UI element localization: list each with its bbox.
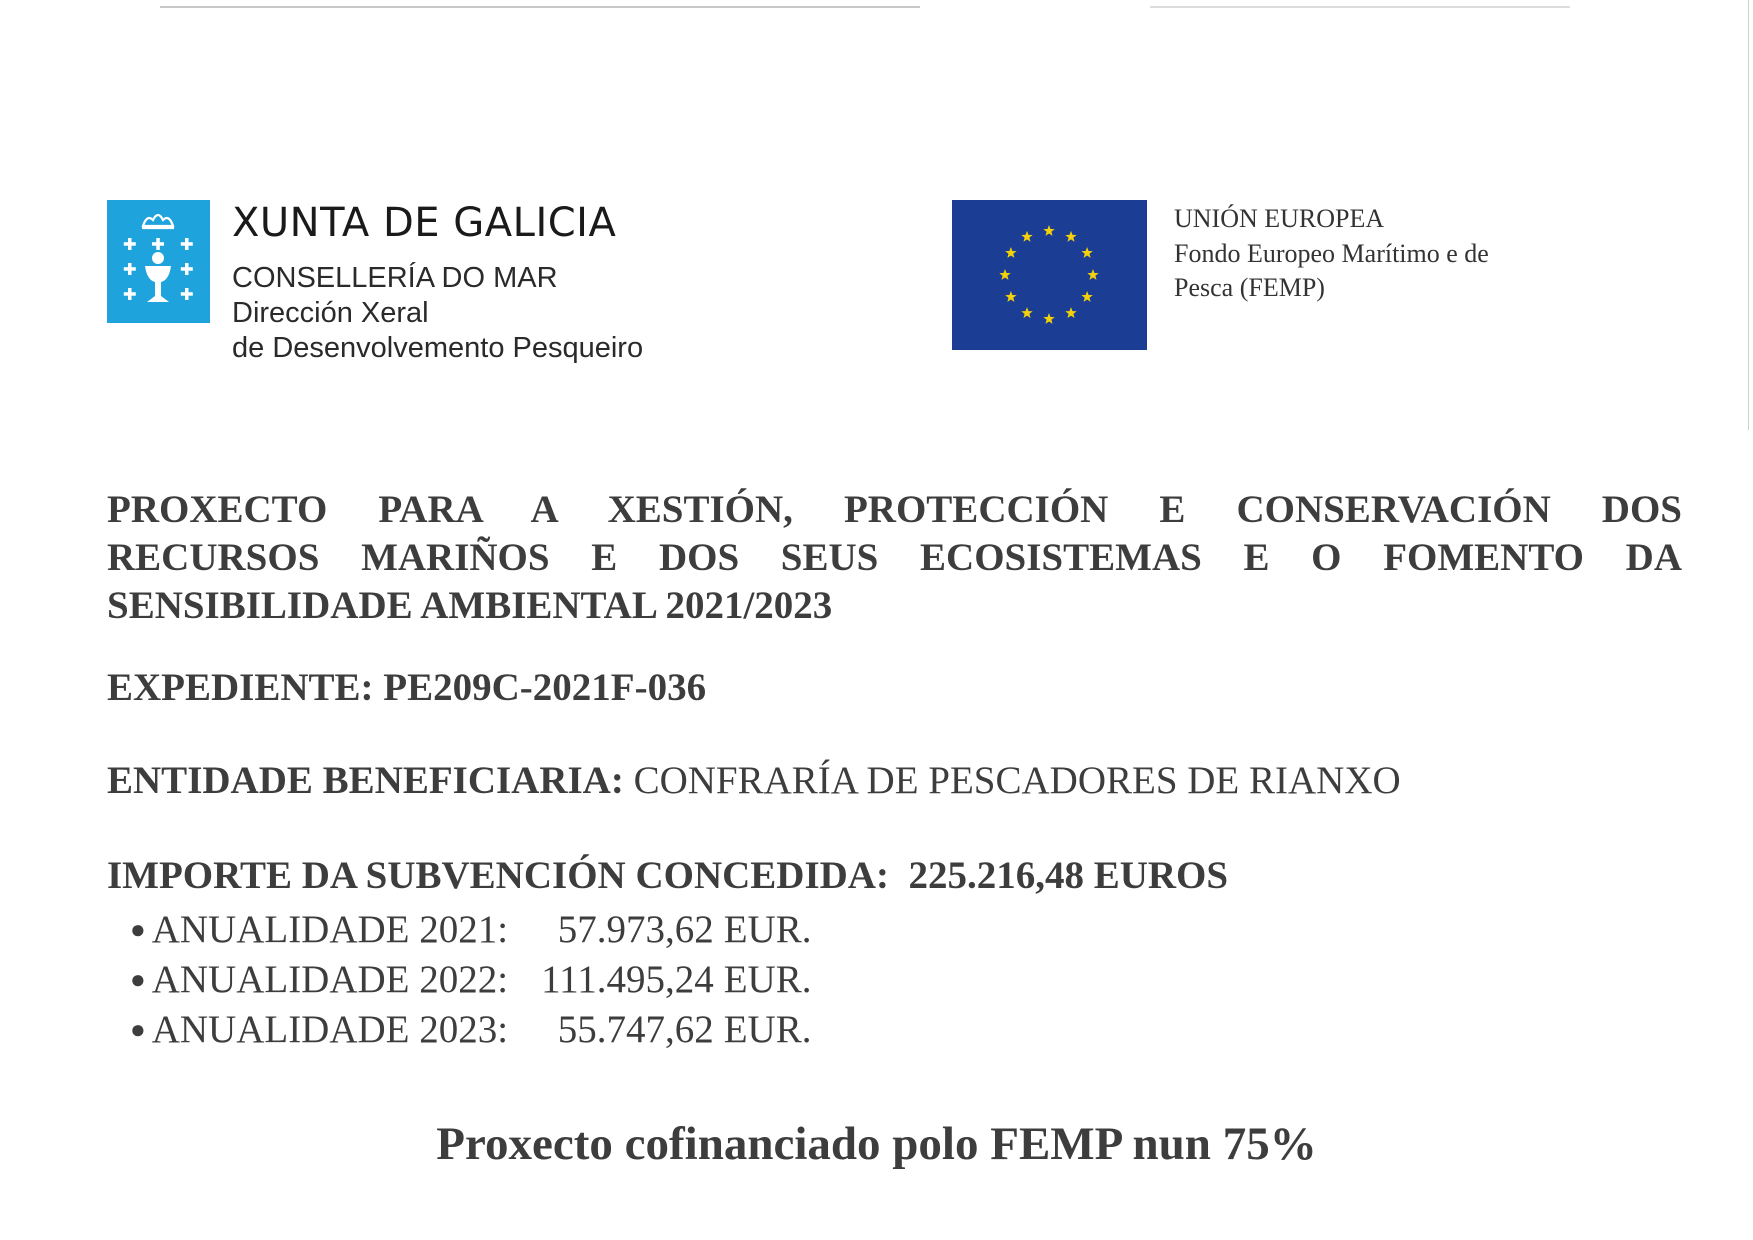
beneficiary-value: CONFRARÍA DE PESCADORES DE RIANXO bbox=[633, 759, 1401, 802]
annuity-label: ANUALIDADE 2022: bbox=[151, 958, 509, 1001]
xunta-coat-of-arms-icon bbox=[107, 200, 210, 323]
xunta-directorate-line-2: de Desenvolvemento Pesqueiro bbox=[232, 332, 644, 364]
project-title-line: SENSIBILIDADE AMBIENTAL 2021/2023 bbox=[107, 584, 833, 627]
eu-star-icon bbox=[1081, 247, 1092, 258]
scan-artifact-line bbox=[1150, 6, 1570, 8]
eu-star-icon bbox=[1021, 231, 1032, 242]
bullet-icon: ● bbox=[130, 1015, 146, 1044]
eu-star-icon bbox=[1005, 247, 1016, 258]
annuity-currency: EUR. bbox=[723, 1008, 812, 1051]
beneficiary-field bbox=[107, 758, 1401, 803]
list-item bbox=[130, 1005, 811, 1055]
eu-fund-line-1: Fondo Europeo Marítimo e de bbox=[1174, 239, 1489, 268]
cofinancing-statement: Proxecto cofinanciado polo FEMP nun 75% bbox=[436, 1118, 1317, 1170]
annuity-amount: 55.747,62 bbox=[557, 1008, 714, 1051]
eu-star-icon bbox=[1087, 269, 1098, 280]
xunta-department: CONSELLERÍA DO MAR bbox=[232, 262, 558, 294]
expediente-label: EXPEDIENTE: bbox=[107, 666, 374, 709]
annuity-amount: 57.973,62 bbox=[557, 908, 714, 951]
list-item bbox=[130, 955, 811, 1005]
grant-field bbox=[107, 853, 1228, 898]
xunta-title: XUNTA DE GALICIA bbox=[232, 200, 617, 246]
scan-artifact-line bbox=[160, 6, 920, 8]
expediente-field bbox=[107, 665, 706, 710]
eu-star-icon bbox=[1065, 307, 1076, 318]
eu-flag-icon bbox=[952, 200, 1147, 350]
grant-value: 225.216,48 EUROS bbox=[908, 854, 1229, 897]
scan-artifact-edge bbox=[1748, 0, 1749, 430]
xunta-directorate-line-1: Dirección Xeral bbox=[232, 297, 429, 329]
eu-fund-line-2: Pesca (FEMP) bbox=[1174, 273, 1325, 302]
eu-star-icon bbox=[999, 269, 1010, 280]
bullet-icon: ● bbox=[130, 915, 146, 944]
grant-label: IMPORTE DA SUBVENCIÓN CONCEDIDA: bbox=[107, 854, 889, 897]
eu-star-icon bbox=[1005, 291, 1016, 302]
eu-union-label: UNIÓN EUROPEA bbox=[1174, 204, 1385, 233]
project-title-line: PROXECTO PARA A XESTIÓN, PROTECCIÓN E CONSERVACIÓN DOS bbox=[107, 488, 1682, 531]
eu-star-icon bbox=[1021, 307, 1032, 318]
annuity-label: ANUALIDADE 2021: bbox=[151, 908, 509, 951]
project-title-line: RECURSOS MARIÑOS E DOS SEUS ECOSISTEMAS E O FOMENTO DA bbox=[107, 536, 1682, 579]
annuity-label: ANUALIDADE 2023: bbox=[151, 1008, 509, 1051]
eu-star-icon bbox=[1043, 225, 1054, 236]
annuity-amount: 111.495,24 bbox=[541, 958, 714, 1001]
beneficiary-label: ENTIDADE BENEFICIARIA: bbox=[107, 759, 624, 802]
annuity-currency: EUR. bbox=[723, 908, 812, 951]
annuity-currency: EUR. bbox=[723, 958, 812, 1001]
eu-star-icon bbox=[1081, 291, 1092, 302]
eu-star-icon bbox=[1043, 313, 1054, 324]
list-item bbox=[130, 905, 811, 955]
project-title bbox=[107, 486, 1682, 630]
expediente-value: PE209C-2021F-036 bbox=[383, 666, 707, 709]
eu-star-icon bbox=[1065, 231, 1076, 242]
bullet-icon: ● bbox=[130, 965, 146, 994]
annuity-list bbox=[130, 905, 811, 1055]
